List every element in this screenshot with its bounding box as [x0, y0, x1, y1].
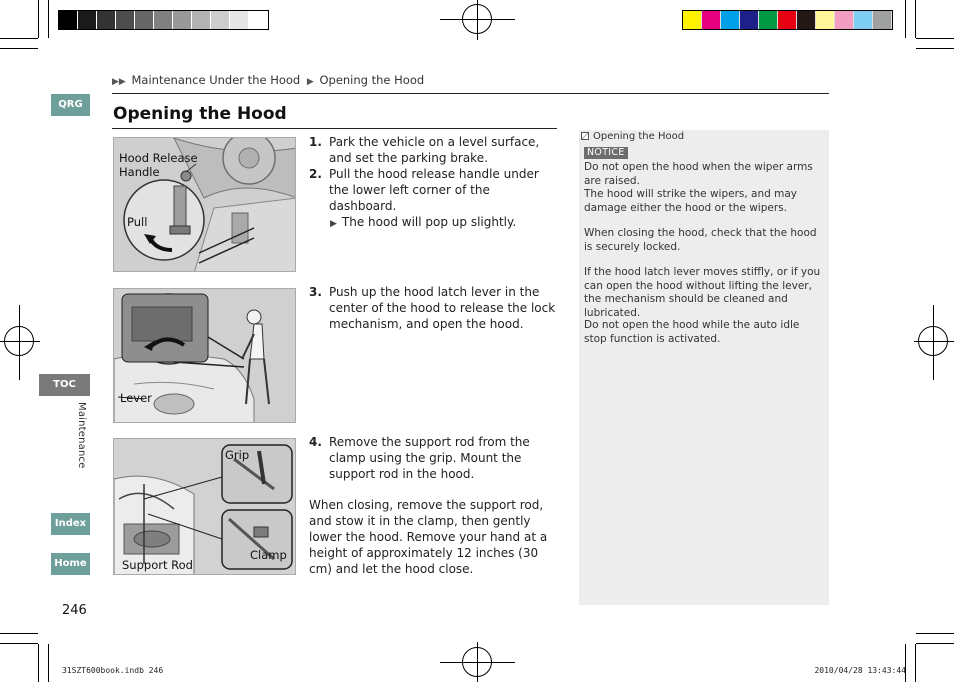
lever-label: Lever	[120, 391, 152, 405]
step-text: Pull the hood release handle under the lower left corner of the dashboard.	[329, 167, 539, 213]
color-swatch	[778, 11, 797, 29]
color-swatch	[816, 11, 835, 29]
color-bar	[682, 10, 893, 30]
color-swatch	[797, 11, 816, 29]
gray-swatch	[249, 11, 268, 29]
step-result-text: The hood will pop up slightly.	[341, 215, 517, 229]
gray-swatch	[135, 11, 154, 29]
step-text: Remove the support rod from the clamp using the grip. Mount the support rod in the hood.	[329, 435, 530, 481]
page-number: 246	[62, 603, 87, 618]
breadcrumb	[112, 73, 424, 87]
hood-release-illustration	[113, 137, 296, 272]
support-rod-illustration	[113, 438, 296, 575]
step-1	[309, 134, 559, 166]
nav-qrg-button[interactable]: QRG	[51, 94, 90, 116]
step-4	[309, 434, 559, 482]
step-number: 2.	[309, 167, 322, 181]
footer-file-info: 31SZT600book.indb 246	[62, 666, 164, 675]
step-number: 3.	[309, 285, 322, 299]
notice-badge: NOTICE	[584, 147, 628, 159]
gray-swatch	[59, 11, 78, 29]
step-result	[330, 214, 559, 232]
clamp-label: Clamp	[250, 548, 287, 562]
pull-label: Pull	[127, 215, 148, 229]
gray-swatch	[230, 11, 249, 29]
note-paragraph: If the hood latch lever moves stiffly, or if you can open the hood without lifting the lever, the mechanism should be cleaned and lubricated.	[584, 266, 821, 319]
nav-index-button[interactable]: Index	[51, 513, 90, 535]
color-swatch	[835, 11, 854, 29]
title-rule	[112, 128, 557, 129]
hood-release-label: Hood Release	[119, 151, 198, 165]
note-paragraph: Do not open the hood when the wiper arms are raised.	[584, 161, 813, 187]
closing-instructions: When closing, remove the support rod, and stow it in the clamp, then gently lower the hood. Remove your hand at a height of approximately 12 inches (30 cm) and let the hood close.	[309, 498, 548, 576]
grip-label: Grip	[225, 448, 250, 462]
breadcrumb-item-maintenance[interactable]: Maintenance Under the Hood	[131, 73, 301, 87]
step-text: Push up the hood latch lever in the center of the hood to release the lock mechanism, and open the hood.	[329, 285, 556, 331]
step-text: Park the vehicle on a level surface, and set the parking brake.	[329, 135, 540, 165]
grayscale-bar	[58, 10, 269, 30]
note-reference-icon	[581, 132, 589, 140]
step-number: 4.	[309, 435, 322, 449]
color-swatch	[873, 11, 892, 29]
color-swatch	[759, 11, 778, 29]
breadcrumb-item-current: Opening the Hood	[319, 73, 425, 87]
color-swatch	[683, 11, 702, 29]
support-rod-label: Support Rod	[122, 558, 193, 572]
note-paragraph: Do not open the hood while the auto idle stop function is activated.	[584, 319, 800, 345]
hood-latch-illustration	[113, 288, 296, 423]
header-rule	[112, 93, 829, 94]
color-swatch	[702, 11, 721, 29]
gray-swatch	[116, 11, 135, 29]
step-2	[309, 166, 559, 232]
gray-swatch	[78, 11, 97, 29]
breadcrumb-arrow-icon: ▶	[306, 77, 314, 87]
result-arrow-icon: ▶	[330, 219, 337, 229]
color-swatch	[854, 11, 873, 29]
note-paragraph: When closing the hood, check that the hood is securely locked.	[584, 227, 817, 253]
gray-swatch	[211, 11, 230, 29]
step-3	[309, 284, 559, 332]
section-side-label: Maintenance	[76, 402, 87, 469]
nav-toc-button[interactable]: TOC	[39, 374, 90, 396]
note-heading-text: Opening the Hood	[593, 131, 685, 142]
note-paragraph: The hood will strike the wipers, and may damage either the hood or the wipers.	[584, 188, 798, 214]
nav-home-button[interactable]: Home	[51, 553, 90, 575]
gray-swatch	[97, 11, 116, 29]
step-number: 1.	[309, 135, 322, 149]
gray-swatch	[173, 11, 192, 29]
note-heading	[581, 131, 684, 142]
breadcrumb-arrow-icon: ▶▶	[112, 77, 126, 87]
handle-label: Handle	[119, 165, 160, 179]
color-swatch	[721, 11, 740, 29]
page-title: Opening the Hood	[113, 104, 287, 124]
gray-swatch	[154, 11, 173, 29]
gray-swatch	[192, 11, 211, 29]
footer-timestamp: 2010/04/28 13:43:44	[814, 666, 906, 675]
color-swatch	[740, 11, 759, 29]
